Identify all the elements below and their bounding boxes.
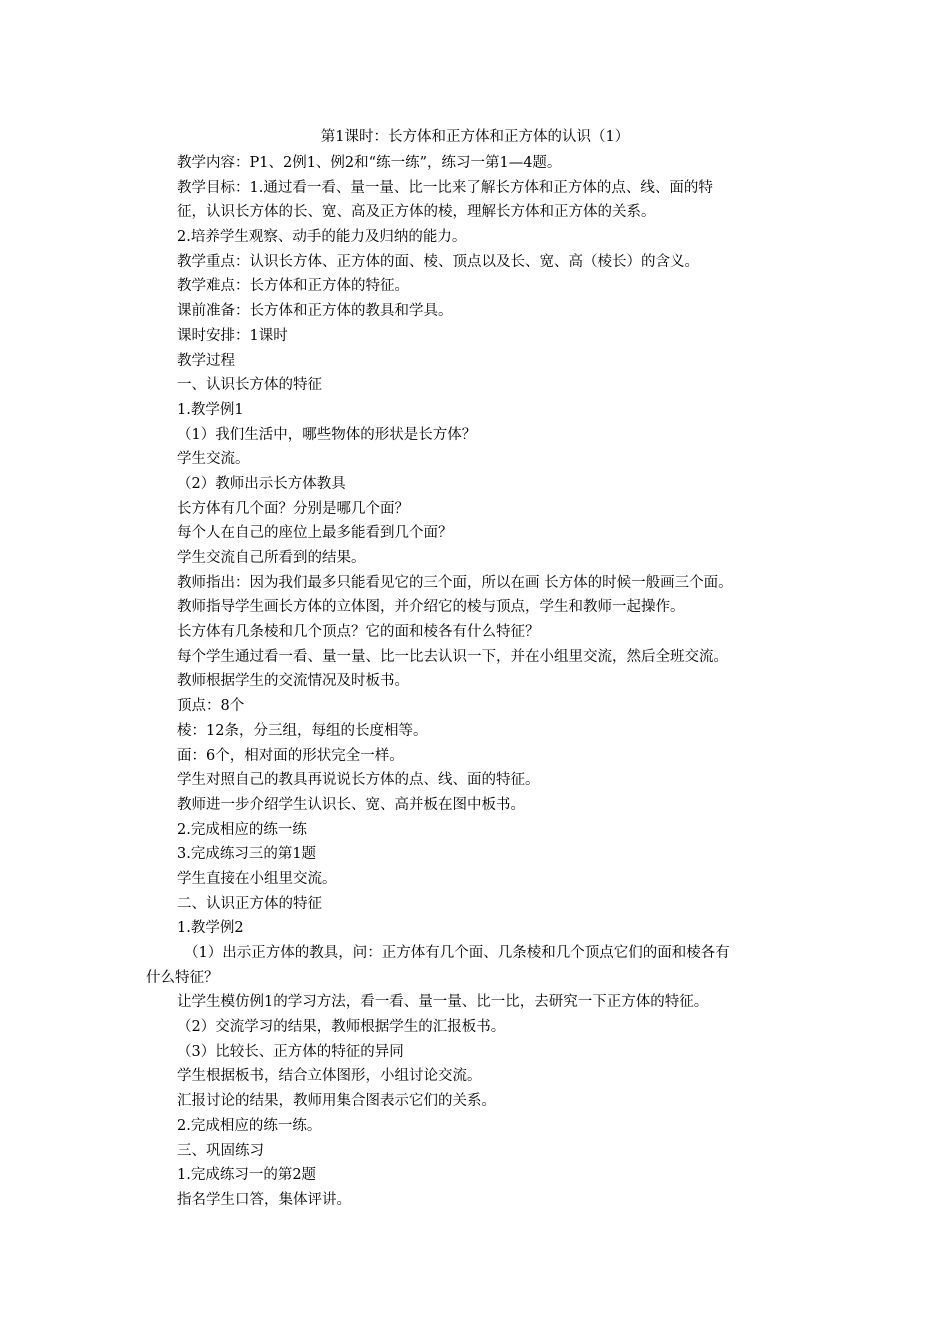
paragraph-line: （1）我们生活中，哪些物体的形状是长方体？	[177, 426, 477, 443]
paragraph-line: （2）交流学习的结果，教师根据学生的汇报板书。	[177, 1019, 506, 1036]
paragraph-line: 教师指出：因为我们最多只能看见它的三个面，所以在画 长方体的时候一般画三个面。	[177, 574, 733, 591]
example-2-heading: 1.教学例2	[177, 920, 244, 937]
paragraph-line: 3.完成练习三的第1题	[177, 846, 317, 863]
paragraph-line: 每个学生通过看一看、量一量、比一比去认识一下，并在小组里交流，然后全班交流。	[177, 648, 728, 665]
paragraph-line: （1）出示正方体的教具，问：正方体有几个面、几条棱和几个顶点它们的面和棱各有	[184, 945, 730, 961]
paragraph-line: 长方体有几条棱和几个顶点？它的面和棱各有什么特征？	[177, 624, 540, 641]
board-edge-line: 棱：12条，分三组，每组的长度相等。	[177, 722, 428, 739]
teaching-focus-line: 教学重点：认识长方体、正方体的面、棱、顶点以及长、宽、高（棱长）的含义。	[177, 253, 699, 270]
paragraph-line: 长方体有几个面？分别是哪几个面？	[177, 500, 409, 517]
paragraph-line: 每个人在自己的座位上最多能看到几个面？	[177, 525, 453, 542]
paragraph-line: 学生对照自己的教具再说说长方体的点、线、面的特征。	[177, 772, 540, 789]
example-1-heading: 1.教学例1	[177, 401, 244, 418]
paragraph-line: 1.完成练习一的第2题	[177, 1167, 317, 1184]
paragraph-line: 汇报讨论的结果，教师用集合图表示它们的关系。	[177, 1093, 496, 1110]
lesson-title: 第1课时：长方体和正方体和正方体的认识（1）	[320, 129, 630, 145]
paragraph-line: 学生交流。	[177, 451, 250, 468]
teaching-goal-2: 2.培养学生观察、动手的能力及归纳的能力。	[177, 229, 467, 246]
paragraph-line: 教师根据学生的交流情况及时板书。	[177, 673, 409, 690]
paragraph-line: 教师进一步介绍学生认识长、宽、高并板在图中板书。	[177, 796, 525, 813]
paragraph-line: 学生直接在小组里交流。	[177, 870, 337, 887]
board-vertex-line: 顶点：8个	[177, 698, 245, 715]
paragraph-line: 2.完成相应的练一练。	[177, 1117, 322, 1134]
paragraph-line: 2.完成相应的练一练	[177, 821, 307, 838]
schedule-line: 课时安排：1课时	[177, 327, 288, 344]
section-heading-cuboid: 一、认识长方体的特征	[177, 377, 322, 394]
paragraph-line: 教师指导学生画长方体的立体图，并介绍它的棱与顶点，学生和教师一起操作。	[177, 599, 685, 616]
paragraph-line: 让学生模仿例1的学习方法，看一看、量一量、比一比，去研究一下正方体的特征。	[177, 994, 709, 1011]
paragraph-line: （3）比较长、正方体的特征的异同	[177, 1043, 404, 1060]
paragraph-line: 学生交流自己所看到的结果。	[177, 550, 366, 566]
teaching-goal-continuation: 征，认识长方体的长、宽、高及正方体的棱，理解长方体和正方体的关系。	[177, 204, 656, 221]
paragraph-line: 指名学生口答，集体评讲。	[177, 1191, 351, 1208]
paragraph-line: 学生根据板书，结合立体图形，小组讨论交流。	[177, 1068, 482, 1085]
section-heading-cube: 二、认识正方体的特征	[177, 895, 322, 912]
paragraph-line: （2）教师出示长方体教具	[177, 475, 346, 492]
teaching-process-heading: 教学过程	[177, 352, 235, 369]
lesson-body	[146, 151, 857, 1213]
preparation-line: 课前准备：长方体和正方体的教具和学具。	[177, 303, 453, 320]
paragraph-continuation: 什么特征？	[146, 969, 219, 986]
section-heading-practice: 三、巩固练习	[177, 1142, 264, 1159]
board-face-line: 面：6个，相对面的形状完全一样。	[177, 747, 404, 764]
teaching-difficulty-line: 教学难点：长方体和正方体的特征。	[177, 278, 409, 295]
teaching-goal-line: 教学目标：1.通过看一看、量一量、比一比来了解长方体和正方体的点、线、面的特	[177, 179, 713, 196]
teaching-content-line: 教学内容：P1、2例1、例2和“练一练”，练习一第1—4题。	[177, 155, 562, 171]
